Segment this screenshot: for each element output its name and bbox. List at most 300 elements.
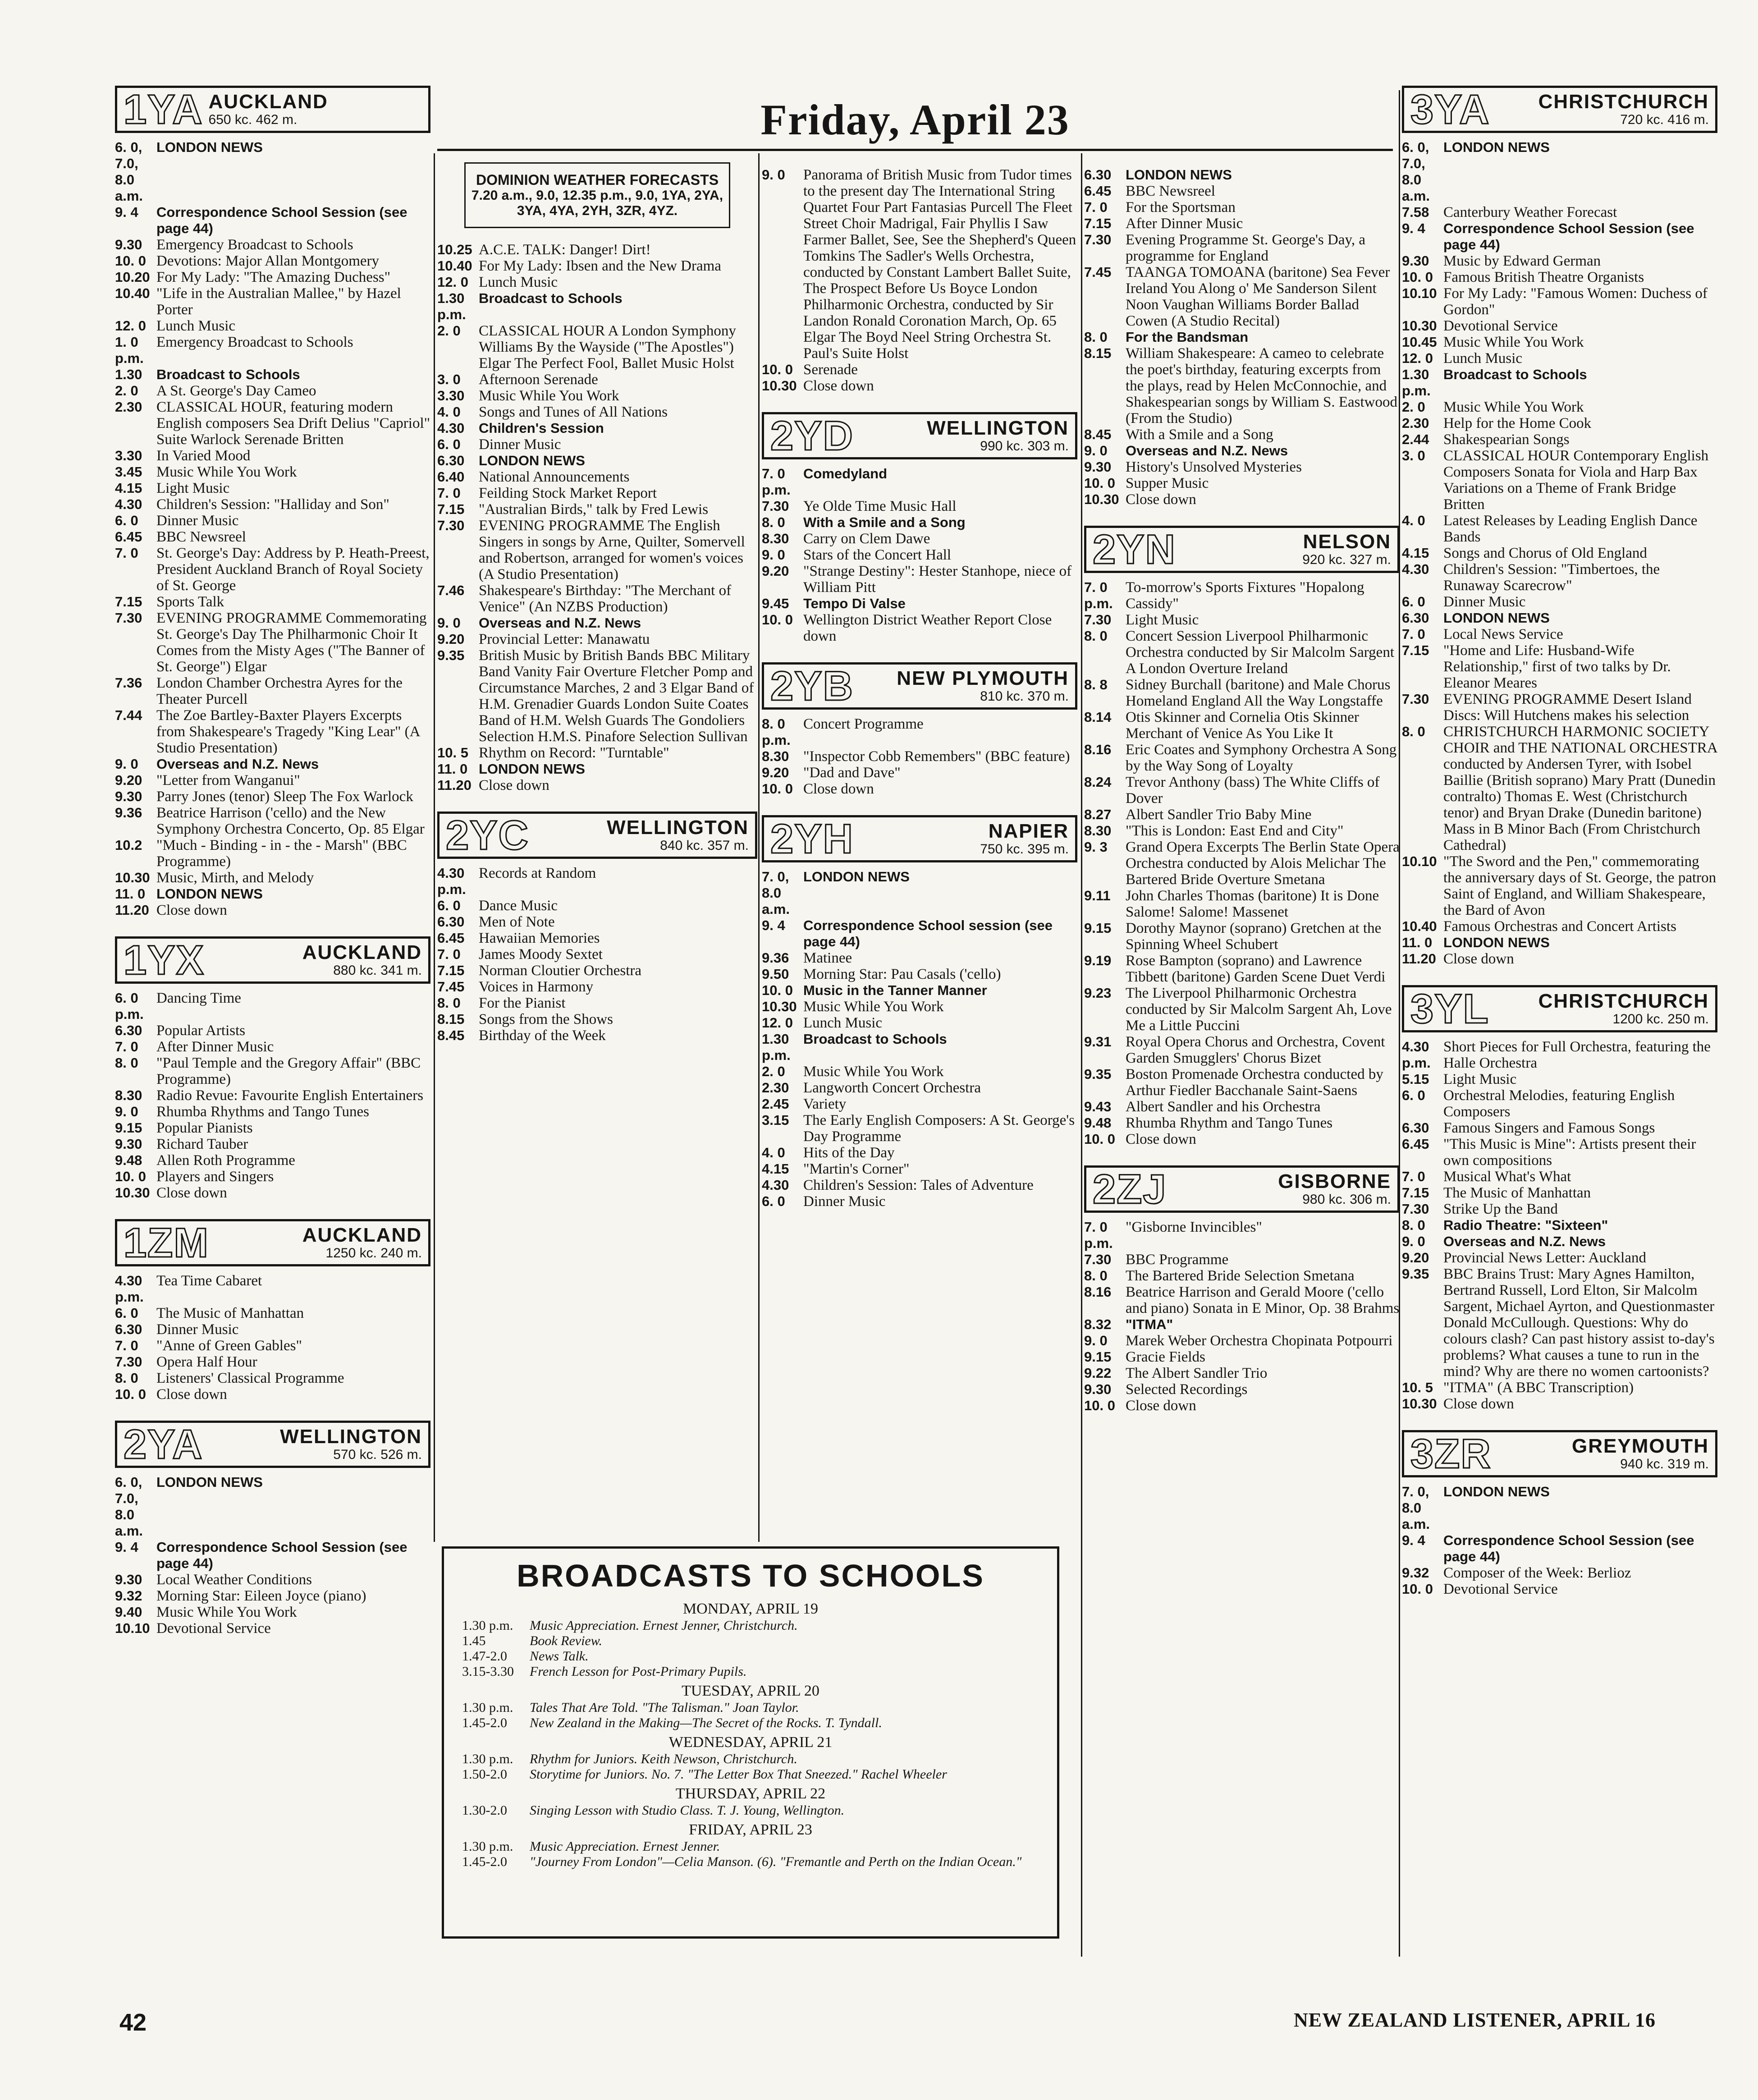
programme-time: 9.22 [1084, 1365, 1112, 1381]
programme-entry [762, 748, 1077, 765]
programme-time: 8.30 [762, 748, 789, 764]
station-frequency: 840 kc. 357 m. [660, 838, 749, 853]
programme-title: BBC Newsreel [1126, 183, 1215, 199]
programme-title: Dinner Music [156, 1321, 239, 1338]
programme-title: Otis Skinner and Cornelia Otis Skinner Merchant of Venice As You Like It [1126, 709, 1359, 742]
programme-time: 2. 0 [762, 1064, 785, 1079]
programme-title: Rhumba Rhythms and Tango Tunes [156, 1104, 369, 1120]
programme-entry [1402, 1396, 1717, 1412]
programme-entry [115, 1321, 430, 1338]
weather-times: 7.20 a.m., 9.0, 12.35 p.m., 9.0, 1YA, 2YA, 3YA, 4YA, 2YH, 3ZR, 4YZ. [471, 188, 723, 218]
schools-day-heading: THURSDAY, APRIL 22 [675, 1785, 826, 1802]
programme-time: 8.30 [115, 1087, 142, 1103]
programme-entry [437, 1027, 757, 1044]
programme-time: 7.15 [1402, 642, 1429, 658]
programme-title: Lunch Music [479, 274, 558, 290]
station-iyx [115, 936, 430, 1201]
programme-title: Latest Releases by Leading English Dance Bands [1443, 513, 1698, 545]
programme-time: 7. 0 p.m. [1084, 1219, 1113, 1251]
station-city: NAPIER [988, 820, 1069, 842]
programme-entry [1402, 545, 1717, 561]
programme-time: 4.30 [1402, 561, 1429, 577]
programme-time: 4.30 p.m. [437, 865, 466, 897]
programme-time: 9.15 [1084, 920, 1112, 936]
programme-time: 3. 0 [1402, 448, 1425, 463]
station-threeyl [1402, 985, 1717, 1412]
programme-time: 9.30 [1402, 253, 1429, 269]
programme-entry [437, 615, 757, 631]
station-frequency: 720 kc. 416 m. [1620, 112, 1709, 127]
programme-title: Overseas and N.Z. News [1443, 1233, 1606, 1249]
programme-entry [115, 756, 430, 772]
programme-entry [115, 513, 430, 529]
programme-time: 9.30 [1084, 1381, 1112, 1397]
programme-time: 10. 5 [437, 745, 468, 761]
programme-title: Marek Weber Orchestra Chopinata Potpourri [1126, 1333, 1393, 1349]
programme-time: 7. 0 p.m. [1084, 579, 1113, 611]
programme-time: 2.44 [1402, 431, 1429, 447]
programme-title: LONDON NEWS [1443, 1484, 1550, 1499]
programme-time: 9.30 [115, 1572, 142, 1587]
programme-title: "ITMA" [1126, 1316, 1173, 1332]
programme-title: Dinner Music [156, 513, 239, 529]
programme-time: 3.30 [437, 388, 465, 403]
programme-time: 9. 4 [1402, 220, 1425, 236]
programme-entry [115, 1055, 430, 1087]
programme-time: 8. 8 [1084, 677, 1108, 692]
programme-title: Opera Half Hour [156, 1354, 257, 1370]
programme-title: Shakespeare's Birthday: "The Merchant of Venice" (An NZBS Production) [479, 582, 732, 615]
programme-title: Shakespearian Songs [1443, 431, 1570, 448]
programme-entry [437, 963, 757, 979]
programme-time: 6.30 [1084, 167, 1112, 183]
programme-title: Strike Up the Band [1443, 1201, 1558, 1217]
schools-day-heading: TUESDAY, APRIL 20 [682, 1683, 819, 1699]
programme-title: Comedyland [803, 466, 888, 481]
programme-title: For the Sportsman [1126, 199, 1236, 216]
programme-title: A.C.E. TALK: Danger! Dirt! [479, 242, 651, 258]
programme-time: 9. 4 [1402, 1532, 1425, 1548]
programme-time: 9.35 [1084, 1066, 1112, 1082]
programme-entry [1402, 594, 1717, 610]
station-logo [1084, 526, 1400, 573]
programme-entry [1402, 367, 1717, 399]
programme-title: Panorama of British Music from Tudor times to the present day The International String Quartet Four Part Fantasias Purcell The Fleet Street Choir Madrigal, Fair Phyllis I Saw Farmer Ballet, See, See the Shepherd's Queen Tomkins The Sadler's Wells Orchestra, conducted by Constant Lambert Ballet Suite, The Prospect Before Us Boyce London Philharmonic Orchestra, conducted by Sir Landon Ronald Coronation March, Op. 65 Elgar The Boyd Neel String Orchestra St. Paul's Suite Holst [803, 167, 1076, 362]
programme-time: 9. 0 [1084, 443, 1108, 459]
programme-title: Listeners' Classical Programme [156, 1370, 344, 1386]
programme-entry [1084, 1115, 1400, 1131]
programme-title: Music While You Work [803, 1064, 944, 1080]
programme-entry [1402, 431, 1717, 448]
programme-time: 11. 0 [437, 761, 468, 777]
programme-title: For the Bandsman [1126, 329, 1249, 345]
programme-time: 8.32 [1084, 1316, 1112, 1332]
programme-time: 9.20 [437, 631, 465, 647]
programme-title: For My Lady: Ibsen and the New Drama [479, 258, 721, 274]
programme-entry [115, 1087, 430, 1104]
schools-lesson [462, 1715, 1039, 1731]
programme-entry [1402, 1217, 1717, 1233]
programme-time: 12. 0 [1402, 350, 1433, 366]
station-call-sign: 2YN [1093, 526, 1176, 573]
programme-title: Correspondence School Session (see page 44) [156, 1539, 407, 1571]
programme-time: 10. 0 [1084, 1131, 1115, 1147]
programme-title: Morning Star: Eileen Joyce (piano) [156, 1588, 366, 1604]
programme-entry [1084, 199, 1400, 216]
station-frequency: 1200 kc. 250 m. [1612, 1011, 1709, 1027]
programme-time: 1.30 p.m. [437, 290, 466, 322]
programme-entry [762, 1064, 1077, 1080]
programme-title: Music While You Work [156, 464, 297, 480]
programme-title: Songs and Tunes of All Nations [479, 404, 668, 420]
programme-time: 7. 0 [1402, 626, 1425, 642]
programme-entry [115, 1273, 430, 1305]
programme-title: EVENING PROGRAMME Desert Island Discs: Will Hutchens makes his selection [1443, 691, 1692, 724]
programme-entry [115, 789, 430, 805]
programme-time: 8. 0 p.m. [762, 716, 791, 748]
programme-time: 6. 0 p.m. [115, 990, 144, 1022]
station-call-sign: 2YB [770, 663, 854, 709]
programme-entry [115, 1136, 430, 1152]
programme-title: LONDON NEWS [1443, 139, 1550, 155]
programme-entry [1402, 448, 1717, 513]
programme-time: 8. 0 [115, 1055, 138, 1071]
programme-title: Close down [1126, 1398, 1196, 1414]
programme-time: 10.30 [1402, 1396, 1437, 1412]
programme-time: 10.10 [1402, 853, 1437, 869]
programme-time: 7. 0 [1084, 199, 1108, 215]
programme-entry [115, 1152, 430, 1169]
programme-time: 9. 4 [115, 1539, 138, 1555]
programme-title: William Shakespeare: A cameo to celebrate the poet's birthday, featuring excerpts from the plays, read by Helen McConnochie, and Shakespearian songs by William S. Eastwood (From the Studio) [1126, 345, 1397, 426]
programme-entry [1084, 329, 1400, 345]
programme-entry [762, 765, 1077, 781]
programme-title: History's Unsolved Mysteries [1126, 459, 1302, 475]
lesson-title: "Journey From London"—Celia Manson. (6). "Fremantle and Perth on the Indian Ocean." [530, 1854, 1022, 1869]
station-twoyc [437, 812, 757, 1044]
programme-title: The Albert Sandler Trio [1126, 1365, 1268, 1381]
programme-title: Morning Star: Pau Casals ('cello) [803, 966, 1001, 982]
programme-entry [115, 464, 430, 480]
programme-title: Help for the Home Cook [1443, 415, 1592, 431]
programme-time: 2.45 [762, 1096, 789, 1112]
programme-entry [115, 1370, 430, 1386]
programme-entry [115, 545, 430, 594]
programme-entry [1084, 475, 1400, 491]
programme-time: 6.45 [115, 529, 142, 545]
programme-title: Close down [803, 781, 874, 797]
programme-entry [115, 237, 430, 253]
station-frequency: 810 kc. 370 m. [980, 688, 1069, 704]
station-frequency: 570 kc. 526 m. [333, 1447, 422, 1462]
programme-entry [1402, 513, 1717, 545]
station-logo [762, 662, 1077, 710]
programme-time: 8. 0 [1402, 724, 1425, 739]
programme-entry [762, 1193, 1077, 1210]
programme-time: 2.30 [1402, 415, 1429, 431]
programme-entry [1402, 1071, 1717, 1087]
programme-time: 10. 0 [1084, 475, 1115, 491]
lesson-title: French Lesson for Post-Primary Pupils. [530, 1664, 747, 1679]
programme-title: Devotional Service [1443, 1581, 1558, 1597]
programme-time: 9.20 [115, 772, 142, 788]
programme-time: 10.30 [762, 999, 797, 1014]
programme-entry [115, 399, 430, 448]
schools-lesson [462, 1803, 1039, 1818]
programme-time: 7.30 [1402, 1201, 1429, 1217]
programme-title: Broadcast to Schools [803, 1031, 947, 1047]
lesson-time: 1.45-2.0 [462, 1854, 507, 1869]
programme-title: Parry Jones (tenor) Sleep The Fox Warlock [156, 789, 413, 805]
programme-time: 10. 5 [1402, 1380, 1433, 1395]
programme-title: Close down [479, 777, 549, 793]
station-threeya [1402, 86, 1717, 967]
programme-time: 8.15 [437, 1011, 465, 1027]
programme-title: Hits of the Day [803, 1145, 895, 1161]
programme-title: Music in the Tanner Manner [803, 982, 987, 998]
programme-entry [1084, 1099, 1400, 1115]
lesson-title: Book Review. [530, 1633, 603, 1648]
programme-entry [1402, 1185, 1717, 1201]
station-frequency: 650 kc. 462 m. [208, 112, 298, 127]
programme-entry [762, 563, 1077, 596]
station-call-sign: 3YL [1410, 986, 1489, 1032]
programme-entry [115, 1120, 430, 1136]
programme-time: 10. 0 [1402, 1581, 1433, 1597]
programme-time: 8.45 [437, 1027, 465, 1043]
programme-time: 9.36 [115, 805, 142, 821]
programme-time: 8.24 [1084, 774, 1112, 790]
programme-entry [437, 501, 757, 518]
programme-time: 4.30 [115, 496, 142, 512]
programme-time: 10.25 [437, 242, 472, 257]
programme-entry [115, 367, 430, 383]
broadcasts-to-schools-box [442, 1546, 1059, 1939]
programme-title: With a Smile and a Song [1126, 426, 1273, 443]
programme-time: 6.30 [1402, 610, 1429, 626]
station-twoyh [762, 815, 1077, 1210]
programme-time: 7. 0 [1402, 1169, 1425, 1184]
programme-title: Lunch Music [1443, 350, 1523, 367]
programme-time: 8. 0 [1084, 1268, 1108, 1284]
station-city: GISBORNE [1278, 1170, 1391, 1192]
programme-title: Tea Time Cabaret [156, 1273, 262, 1289]
programme-title: LONDON NEWS [156, 1474, 263, 1490]
schools-lesson [462, 1633, 1039, 1649]
programme-entry [1084, 1219, 1400, 1252]
programme-time: 10.30 [115, 870, 150, 885]
programme-time: 6.45 [1402, 1136, 1429, 1152]
programme-entry [762, 869, 1077, 917]
programme-title: "Australian Birds," talk by Fred Lewis [479, 501, 709, 518]
programme-title: EVENING PROGRAMME Commemorating St. George's Day The Philharmonic Choir It Comes from the Misty Ages ("The Banner of St. George") Elgar [156, 610, 427, 675]
station-logo [115, 1219, 430, 1266]
station-city: GREYMOUTH [1572, 1435, 1709, 1457]
programme-title: Music While You Work [803, 999, 944, 1015]
programme-time: 9.11 [1084, 888, 1111, 903]
programme-time: 9.45 [762, 596, 789, 611]
programme-entry [1402, 1532, 1717, 1565]
programme-entry [1402, 853, 1717, 918]
programme-title: "Inspector Cobb Remembers" (BBC feature) [803, 748, 1070, 765]
programme-time: 10.20 [115, 269, 150, 285]
programme-title: Langworth Concert Orchestra [803, 1080, 981, 1096]
station-threezr [1402, 1430, 1717, 1597]
programme-time: 6. 0, 7.0, 8.0 a.m. [115, 1474, 143, 1539]
programme-title: Children's Session: Tales of Adventure [803, 1177, 1034, 1193]
programme-time: 7.15 [1084, 216, 1112, 231]
programme-time: 10. 0 [762, 982, 793, 998]
programme-title: Wellington District Weather Report Close down [803, 612, 1052, 644]
programme-time: 7.44 [115, 707, 142, 723]
programme-time: 9.50 [762, 966, 789, 982]
programme-time: 8. 0 [762, 514, 785, 530]
programme-time: 6. 0 [115, 1305, 138, 1321]
programme-title: Albert Sandler and his Orchestra [1126, 1099, 1321, 1115]
programme-title: Radio Revue: Favourite English Entertainers [156, 1087, 424, 1104]
programme-entry [762, 1112, 1077, 1145]
station-city: WELLINGTON [607, 816, 749, 839]
station-city: WELLINGTON [280, 1425, 422, 1448]
programme-title: The Early English Composers: A St. George's Day Programme [803, 1112, 1075, 1145]
programme-entry [1084, 1365, 1400, 1381]
weather-forecast-box [464, 162, 730, 228]
programme-entry [1084, 1066, 1400, 1099]
programme-time: 7. 0 [115, 1338, 138, 1353]
schools-day-heading: MONDAY, APRIL 19 [682, 1600, 819, 1617]
programme-time: 9.48 [115, 1152, 142, 1168]
station-logo [1402, 1430, 1717, 1477]
programme-entry [115, 990, 430, 1022]
programme-time: 10.40 [115, 285, 150, 301]
programme-time: 8.16 [1084, 1284, 1112, 1300]
station-call-sign: 2YA [124, 1421, 203, 1467]
programme-title: Canterbury Weather Forecast [1443, 204, 1617, 220]
programme-time: 1. 0 p.m. [115, 334, 144, 366]
programme-entry [1402, 318, 1717, 334]
programme-entry [437, 258, 757, 274]
programme-title: Norman Cloutier Orchestra [479, 963, 642, 979]
programme-entry [1402, 935, 1717, 951]
station-call-sign: 1YX [124, 937, 205, 983]
lesson-title: Rhythm for Juniors. Keith Newson, Christchurch. [530, 1752, 797, 1766]
programme-time: 7.36 [115, 675, 142, 691]
programme-time: 9.35 [1402, 1266, 1429, 1282]
programme-entry [1084, 920, 1400, 953]
programme-entry [762, 547, 1077, 563]
programme-title: "Strange Destiny": Hester Stanhope, niece of William Pitt [803, 563, 1072, 596]
programme-title: Devotions: Major Allan Montgomery [156, 253, 380, 269]
programme-time: 9. 3 [1084, 839, 1108, 855]
programme-time: 6. 0 [762, 1193, 785, 1209]
programme-title: Ye Olde Time Music Hall [803, 498, 957, 514]
programme-time: 12. 0 [115, 318, 146, 334]
programme-time: 6. 0 [1402, 594, 1425, 610]
programme-time: 9.32 [1402, 1565, 1429, 1581]
programme-title: "Gisborne Invincibles" [1126, 1219, 1262, 1235]
programme-entry [762, 1096, 1077, 1112]
programme-time: 10.45 [1402, 334, 1437, 350]
programme-title: Concert Session Liverpool Philharmonic Orchestra conducted by Sir Malcolm Sargent A London Overture Ireland [1126, 628, 1394, 677]
programme-time: 3.30 [115, 448, 142, 463]
programme-entry [437, 420, 757, 436]
station-call-sign: 2YD [770, 413, 854, 459]
programme-entry [437, 631, 757, 647]
programme-entry [762, 917, 1077, 950]
programme-entry [437, 518, 757, 582]
programme-entry [1402, 561, 1717, 594]
programme-entry [762, 999, 1077, 1015]
programme-entry [762, 1080, 1077, 1096]
programme-title: With a Smile and a Song [803, 514, 966, 530]
programme-entry [1402, 269, 1717, 285]
programme-time: 2. 0 [437, 323, 461, 339]
lesson-time: 1.45-2.0 [462, 1715, 507, 1730]
programme-entry [1402, 1169, 1717, 1185]
programme-title: LONDON NEWS [156, 886, 263, 902]
programme-entry [1084, 677, 1400, 709]
programme-time: 9.19 [1084, 953, 1112, 968]
programme-time: 9.30 [115, 237, 142, 252]
programme-entry [1084, 774, 1400, 807]
programme-time: 10. 0 [1084, 1398, 1115, 1413]
programme-time: 9.43 [1084, 1099, 1112, 1114]
programme-title: BBC Brains Trust: Mary Agnes Hamilton, Bertrand Russell, Lord Elton, Sir Malcolm Sargent, Michael Ayrton, and Questionmaster Donald McCullough. Questions: Why do colours clash? Can past history assist to-day's problems? What causes a tune to run in the mind? Why are there no women cartoonists? [1443, 1266, 1715, 1380]
programme-entry [115, 1185, 430, 1201]
programme-entry [1084, 628, 1400, 677]
programme-title: Short Pieces for Full Orchestra, featuring the Halle Orchestra [1443, 1039, 1711, 1071]
station-call-sign: 3ZR [1410, 1431, 1492, 1477]
programme-title: "The Sword and the Pen," commemorating the anniversary days of St. George, the patron Saint of England, and William Shakespeare, the Bard of Avon [1443, 853, 1717, 918]
programme-time: 9. 0 [1084, 1333, 1108, 1348]
programme-entry [1084, 216, 1400, 232]
programme-title: "Martin's Corner" [803, 1161, 910, 1177]
programme-time: 7. 0 [115, 1039, 138, 1055]
programme-entry [115, 269, 430, 285]
programme-time: 11. 0 [115, 886, 146, 902]
programme-time: 7.15 [1402, 1185, 1429, 1201]
programme-entry [1084, 232, 1400, 264]
programme-entry [762, 781, 1077, 797]
station-logo [1402, 985, 1717, 1032]
station-logo [1084, 1165, 1400, 1213]
programme-title: Light Music [156, 480, 230, 496]
station-meta [980, 821, 1069, 857]
station-city: WELLINGTON [927, 417, 1069, 439]
programme-entry [1402, 415, 1717, 431]
programme-title: Children's Session [479, 420, 604, 436]
programme-title: Sidney Burchall (baritone) and Male Chorus Homeland England All the Way Longstaffe [1126, 677, 1391, 709]
programme-title: Music While You Work [1443, 334, 1584, 350]
programme-entry [115, 318, 430, 334]
programme-title: Royal Opera Chorus and Orchestra, Covent Garden Smugglers' Chorus Bizet [1126, 1034, 1385, 1066]
programme-title: Grand Opera Excerpts The Berlin State Opera Orchestra conducted by Alois Melichar The Bartered Bride Overture Smetana [1126, 839, 1400, 888]
station-call-sign: 1YA [124, 86, 203, 133]
programme-title: Correspondence School Session (see page 44) [1443, 1532, 1694, 1564]
programme-time: 10. 0 [762, 362, 793, 377]
programme-entry [1402, 1136, 1717, 1169]
programme-entry [762, 498, 1077, 514]
programme-entry [1084, 953, 1400, 985]
programme-time: 9. 0 [115, 1104, 138, 1119]
programme-time: 8.27 [1084, 807, 1112, 822]
programme-time: 9. 0 [437, 615, 461, 631]
programme-entry [762, 716, 1077, 748]
station-meta [897, 668, 1069, 704]
schools-lesson [462, 1839, 1039, 1854]
programme-time: 7.30 [1084, 612, 1112, 628]
programme-title: Records at Random [479, 865, 596, 881]
